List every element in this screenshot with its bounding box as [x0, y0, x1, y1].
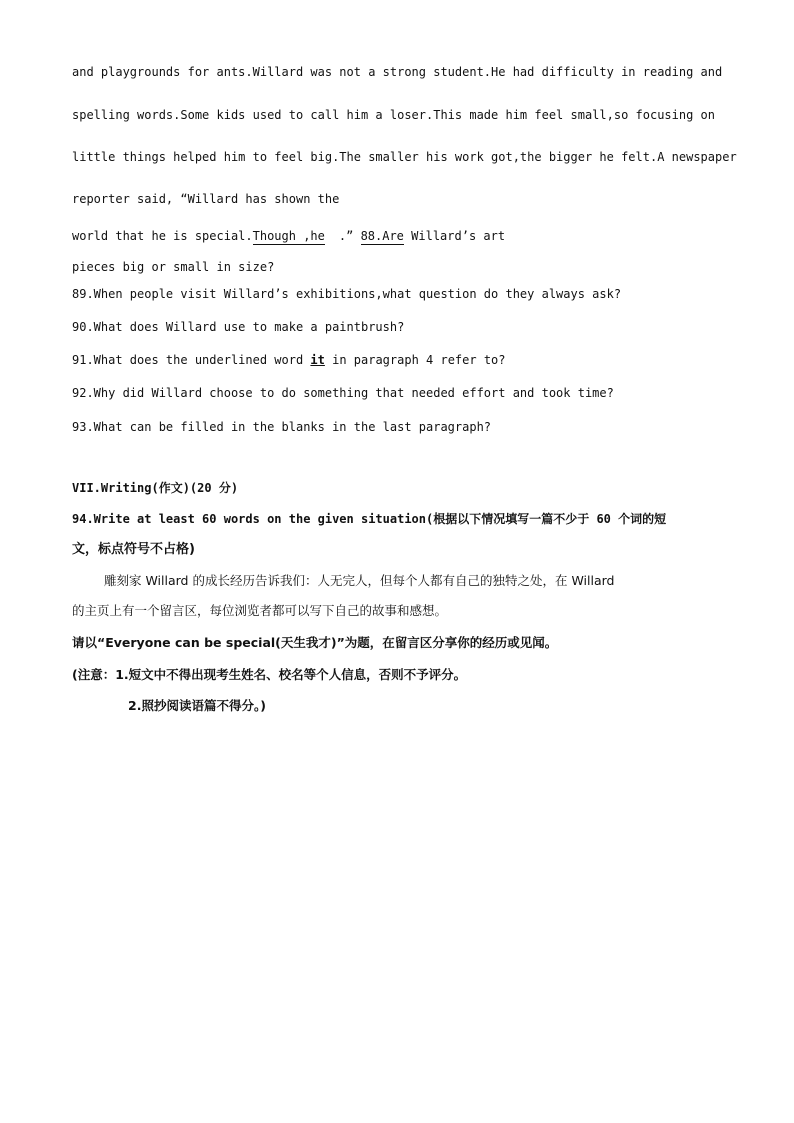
writing-note-2: 2.照抄阅读语篇不得分。): [128, 698, 266, 713]
underlined-word: it: [310, 353, 325, 367]
passage-line-3: little things helped him to feel big.The smaller his work got,the bigger he felt.A newspaper: [72, 150, 737, 164]
answer-blank-2: 88.Are: [360, 229, 404, 243]
question-94-line-1: 94.Write at least 60 words on the given situation(根据以下情况填写一篇不少于 60 个词的短: [72, 512, 667, 526]
writing-heading: VII.Writing(作文)(20 分): [72, 481, 239, 495]
question-90: 90.What does Willard use to make a paintbrush?: [72, 320, 405, 334]
answer-blank-1: Though ,he: [252, 229, 325, 243]
situation-line-1: 雕刻家 Willard 的成长经历告诉我们：人无完人，但每个人都有自己的独特之处，在 Willard: [104, 573, 615, 588]
passage-text: .”: [338, 229, 361, 243]
question-94-line-2: 文，标点符号不占格): [72, 542, 195, 557]
passage-line-2: spelling words.Some kids used to call him a loser.This made him feel small,so focusing on: [72, 108, 715, 122]
passage-text: Willard’s art: [403, 229, 506, 243]
question-93: 93.What can be filled in the blanks in the last paragraph?: [72, 420, 492, 434]
question-text: in paragraph 4 refer to?: [324, 353, 506, 367]
question-91: [72, 352, 506, 368]
question-text: 91.What does the underlined word: [72, 353, 311, 367]
passage-line-1: and playgrounds for ants.Willard was not a strong student.He had difficulty in reading and: [72, 65, 723, 79]
passage-line-5: [72, 228, 505, 245]
situation-line-2: 的主页上有一个留言区，每位浏览者都可以写下自己的故事和感想。: [72, 603, 448, 618]
question-92: 92.Why did Willard choose to do something that needed effort and took time?: [72, 386, 614, 400]
question-89: 89.When people visit Willard’s exhibitions,what question do they always ask?: [72, 287, 622, 301]
question-88-continued: pieces big or small in size?: [72, 260, 275, 274]
passage-line-4: reporter said, “Willard has shown the: [72, 192, 340, 206]
writing-note-1: (注意：1.短文中不得出现考生姓名、校名等个人信息，否则不予评分。: [72, 667, 467, 682]
writing-task: 请以“Everyone can be special(天生我才)”为题，在留言区分享你的经历或见闻。: [72, 635, 558, 650]
passage-text: world that he is special.: [72, 229, 253, 243]
